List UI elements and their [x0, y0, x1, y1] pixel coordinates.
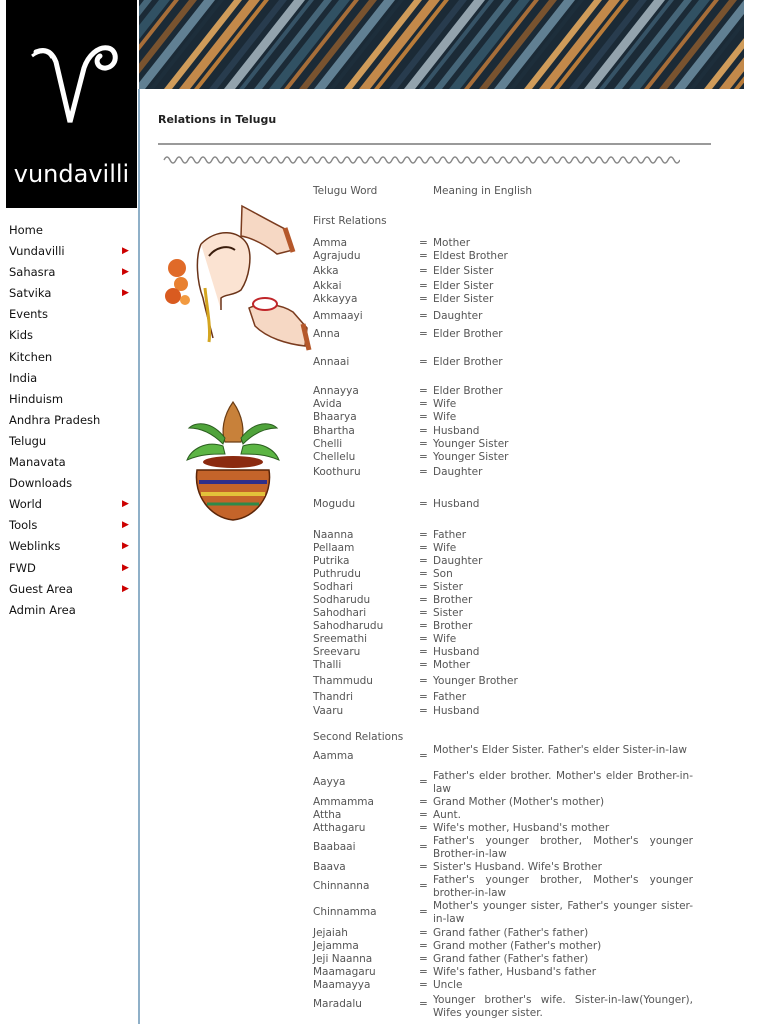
relation-word: Putrika — [313, 555, 350, 567]
relation-word: Sahodhari — [313, 607, 367, 619]
relation-meaning: Elder Brother — [433, 356, 503, 368]
equals-sign: = — [419, 568, 428, 580]
relation-word: Bhaarya — [313, 411, 357, 423]
relation-meaning: Mother — [433, 237, 471, 249]
scroll-ornament — [160, 151, 680, 169]
nav-item-home[interactable] — [0, 220, 138, 241]
couple-illustration — [157, 198, 315, 360]
equals-sign: = — [419, 529, 428, 541]
relation-word: Ammamma — [313, 796, 374, 808]
submenu-arrow-icon: ▶ — [122, 499, 129, 510]
equals-sign: = — [419, 607, 428, 619]
relation-meaning: Uncle — [433, 979, 463, 991]
relation-meaning: Sister's Husband. Wife's Brother — [433, 861, 602, 873]
header-banner — [139, 0, 744, 89]
page-title: Relations in Telugu — [158, 113, 277, 126]
equals-sign: = — [419, 906, 428, 918]
equals-sign: = — [419, 880, 428, 892]
v-monogram-icon — [6, 30, 137, 140]
nav-item-fwd[interactable] — [0, 558, 138, 579]
nav-item-world[interactable] — [0, 494, 138, 515]
relation-meaning: Father — [433, 529, 467, 541]
nav-item-kids[interactable] — [0, 325, 138, 346]
nav-item-sahasra[interactable] — [0, 262, 138, 283]
relation-meaning: Elder Brother — [433, 328, 503, 340]
equals-sign: = — [419, 675, 428, 687]
nav-item-events[interactable] — [0, 304, 138, 325]
relation-meaning: Father's younger brother, Mother's younger Brother-in-law — [433, 835, 693, 860]
relation-meaning: Elder Sister — [433, 265, 494, 277]
equals-sign: = — [419, 940, 428, 952]
relation-meaning: Father — [433, 691, 467, 703]
relation-word: Annaai — [313, 356, 350, 368]
relation-word: Attha — [313, 809, 342, 821]
relation-word: Chellelu — [313, 451, 356, 463]
relation-word: Mogudu — [313, 498, 356, 510]
relation-meaning: Grand father (Father's father) — [433, 953, 589, 965]
relation-word: Chinnanna — [313, 880, 370, 892]
equals-sign: = — [419, 809, 428, 821]
sidebar-nav — [0, 220, 138, 621]
nav-item-andhra-pradesh[interactable] — [0, 410, 138, 431]
nav-item-label: Manavata — [9, 455, 66, 470]
nav-item-label: Guest Area — [9, 581, 73, 596]
equals-sign: = — [419, 796, 428, 808]
equals-sign: = — [419, 979, 428, 991]
relation-meaning: Younger Sister — [433, 438, 509, 450]
relation-meaning: Brother — [433, 594, 473, 606]
relation-word: Baava — [313, 861, 346, 873]
relation-meaning: Mother's Elder Sister. Father's elder Sister-in-law — [433, 744, 687, 756]
nav-item-label: Andhra Pradesh — [9, 412, 101, 427]
relation-word: Aayya — [313, 776, 346, 788]
relation-word: Vaaru — [313, 705, 344, 717]
nav-item-label: India — [9, 370, 38, 385]
relation-word: Thandri — [313, 691, 354, 703]
relation-meaning: Eldest Brother — [433, 250, 508, 262]
relation-word: Atthagaru — [313, 822, 366, 834]
relation-word: Sreemathi — [313, 633, 368, 645]
equals-sign: = — [419, 498, 428, 510]
relation-word: Maamagaru — [313, 966, 376, 978]
nav-item-guest-area[interactable] — [0, 579, 138, 600]
relation-word: Sreevaru — [313, 646, 361, 658]
equals-sign: = — [419, 466, 428, 478]
column-header-word: Telugu Word — [313, 185, 378, 197]
equals-sign: = — [419, 705, 428, 717]
relation-meaning: Elder Sister — [433, 280, 494, 292]
nav-item-label: Home — [9, 223, 43, 237]
nav-item-label: Tools — [9, 518, 38, 533]
section-second-relations: Second Relations — [313, 731, 404, 743]
relation-meaning: Wife — [433, 411, 457, 423]
submenu-arrow-icon: ▶ — [122, 288, 129, 299]
equals-sign: = — [419, 385, 428, 397]
relation-word: Agrajudu — [313, 250, 361, 262]
nav-item-downloads[interactable] — [0, 473, 138, 494]
equals-sign: = — [419, 750, 428, 762]
equals-sign: = — [419, 237, 428, 249]
kalash-illustration — [183, 398, 283, 524]
relation-meaning: Wife's mother, Husband's mother — [433, 822, 610, 834]
equals-sign: = — [419, 691, 428, 703]
equals-sign: = — [419, 822, 428, 834]
equals-sign: = — [419, 776, 428, 788]
relation-word: Pellaam — [313, 542, 355, 554]
relation-word: Annayya — [313, 385, 359, 397]
relation-word: Akka — [313, 265, 339, 277]
equals-sign: = — [419, 398, 428, 410]
relation-word: Maamayya — [313, 979, 371, 991]
section-first-relations: First Relations — [313, 215, 387, 227]
relation-meaning: Husband — [433, 498, 480, 510]
column-header-meaning: Meaning in English — [433, 185, 533, 197]
submenu-arrow-icon: ▶ — [122, 267, 129, 278]
relation-word: Jeji Naanna — [313, 953, 373, 965]
relation-word: Maradalu — [313, 998, 362, 1010]
relation-meaning: Husband — [433, 646, 480, 658]
equals-sign: = — [419, 280, 428, 292]
relation-word: Avida — [313, 398, 342, 410]
equals-sign: = — [419, 646, 428, 658]
relation-word: Thalli — [313, 659, 342, 671]
relation-meaning: Husband — [433, 705, 480, 717]
relation-meaning: Father's younger brother, Mother's younger brother-in-law — [433, 874, 693, 899]
nav-item-telugu[interactable] — [0, 431, 138, 452]
nav-item-manavata[interactable] — [0, 452, 138, 473]
logo-wordmark: vundavilli — [13, 160, 130, 188]
relation-meaning: Younger brother's wife. Sister-in-law(Younger), Wifes younger sister. — [433, 994, 693, 1019]
equals-sign: = — [419, 861, 428, 873]
nav-item-label: Vundavilli — [9, 244, 65, 259]
relation-meaning: Grand mother (Father's mother) — [433, 940, 602, 952]
relation-word: Thammudu — [313, 675, 373, 687]
nav-item-label: Kitchen — [9, 349, 53, 364]
relation-word: Aamma — [313, 750, 354, 762]
relation-word: Bhartha — [313, 425, 355, 437]
equals-sign: = — [419, 966, 428, 978]
relation-meaning: Sister — [433, 607, 463, 619]
relation-meaning: Younger Sister — [433, 451, 509, 463]
nav-item-india[interactable] — [0, 368, 138, 389]
relation-word: Koothuru — [313, 466, 361, 478]
site-logo[interactable] — [6, 0, 137, 208]
equals-sign: = — [419, 265, 428, 277]
relation-word: Ammaayi — [313, 310, 363, 322]
relation-meaning: Elder Sister — [433, 293, 494, 305]
equals-sign: = — [419, 542, 428, 554]
submenu-arrow-icon: ▶ — [122, 562, 129, 573]
nav-item-hinduism[interactable] — [0, 389, 138, 410]
submenu-arrow-icon: ▶ — [122, 541, 129, 552]
relation-word: Chelli — [313, 438, 343, 450]
relation-word: Puthrudu — [313, 568, 361, 580]
nav-item-label: FWD — [9, 560, 36, 575]
relation-meaning: Elder Brother — [433, 385, 503, 397]
submenu-arrow-icon: ▶ — [122, 520, 129, 531]
relation-meaning: Grand Mother (Mother's mother) — [433, 796, 605, 808]
nav-item-label: Kids — [9, 328, 34, 343]
equals-sign: = — [419, 425, 428, 437]
nav-item-label: Admin Area — [9, 602, 76, 617]
relation-meaning: Younger Brother — [433, 675, 518, 687]
nav-item-vundavilli[interactable] — [0, 241, 138, 262]
equals-sign: = — [419, 659, 428, 671]
equals-sign: = — [419, 594, 428, 606]
equals-sign: = — [419, 841, 428, 853]
equals-sign: = — [419, 998, 428, 1010]
equals-sign: = — [419, 411, 428, 423]
nav-item-weblinks[interactable] — [0, 536, 138, 557]
nav-item-label: Sahasra — [9, 265, 56, 280]
relation-meaning: Mother's younger sister, Father's younger sister-in-law — [433, 900, 693, 925]
sidebar-divider — [138, 89, 140, 1024]
nav-item-satvika[interactable] — [0, 283, 138, 304]
relation-meaning: Daughter — [433, 310, 483, 322]
relation-word: Akkayya — [313, 293, 358, 305]
equals-sign: = — [419, 927, 428, 939]
nav-item-label: Weblinks — [9, 539, 61, 554]
relation-meaning: Grand father (Father's father) — [433, 927, 589, 939]
relation-word: Chinnamma — [313, 906, 377, 918]
equals-sign: = — [419, 953, 428, 965]
equals-sign: = — [419, 620, 428, 632]
relation-meaning: Mother — [433, 659, 471, 671]
relation-meaning: Sister — [433, 581, 463, 593]
relation-meaning: Father's elder brother. Mother's elder Brother-in-law — [433, 770, 693, 795]
equals-sign: = — [419, 581, 428, 593]
relation-word: Sahodharudu — [313, 620, 384, 632]
relation-meaning: Wife — [433, 542, 457, 554]
relation-word: Naanna — [313, 529, 354, 541]
relation-meaning: Brother — [433, 620, 473, 632]
equals-sign: = — [419, 555, 428, 567]
nav-item-label: Satvika — [9, 286, 52, 301]
equals-sign: = — [419, 293, 428, 305]
equals-sign: = — [419, 310, 428, 322]
nav-item-label: Telugu — [9, 433, 47, 448]
nav-item-tools[interactable] — [0, 515, 138, 536]
relation-word: Sodhari — [313, 581, 354, 593]
relation-meaning: Aunt. — [433, 809, 461, 821]
relation-word: Anna — [313, 328, 340, 340]
relation-meaning: Wife — [433, 633, 457, 645]
relation-meaning: Son — [433, 568, 453, 580]
relation-meaning: Husband — [433, 425, 480, 437]
nav-item-label: Downloads — [9, 476, 73, 491]
relation-word: Jejaiah — [313, 927, 348, 939]
relation-meaning: Wife — [433, 398, 457, 410]
nav-item-admin-area[interactable] — [0, 600, 138, 621]
nav-item-label: Events — [9, 307, 48, 322]
submenu-arrow-icon: ▶ — [122, 583, 129, 594]
equals-sign: = — [419, 633, 428, 645]
equals-sign: = — [419, 451, 428, 463]
relation-meaning: Daughter — [433, 555, 483, 567]
relation-meaning: Wife's father, Husband's father — [433, 966, 597, 978]
relation-word: Akkai — [313, 280, 342, 292]
nav-item-kitchen[interactable] — [0, 347, 138, 368]
relation-word: Jejamma — [313, 940, 359, 952]
title-divider — [158, 143, 711, 145]
submenu-arrow-icon: ▶ — [122, 246, 129, 257]
equals-sign: = — [419, 356, 428, 368]
relation-word: Amma — [313, 237, 348, 249]
nav-item-label: World — [9, 497, 42, 512]
relation-word: Sodharudu — [313, 594, 371, 606]
relation-meaning: Daughter — [433, 466, 483, 478]
equals-sign: = — [419, 328, 428, 340]
equals-sign: = — [419, 250, 428, 262]
equals-sign: = — [419, 438, 428, 450]
relation-word: Baabaai — [313, 841, 356, 853]
nav-item-label: Hinduism — [9, 391, 64, 406]
